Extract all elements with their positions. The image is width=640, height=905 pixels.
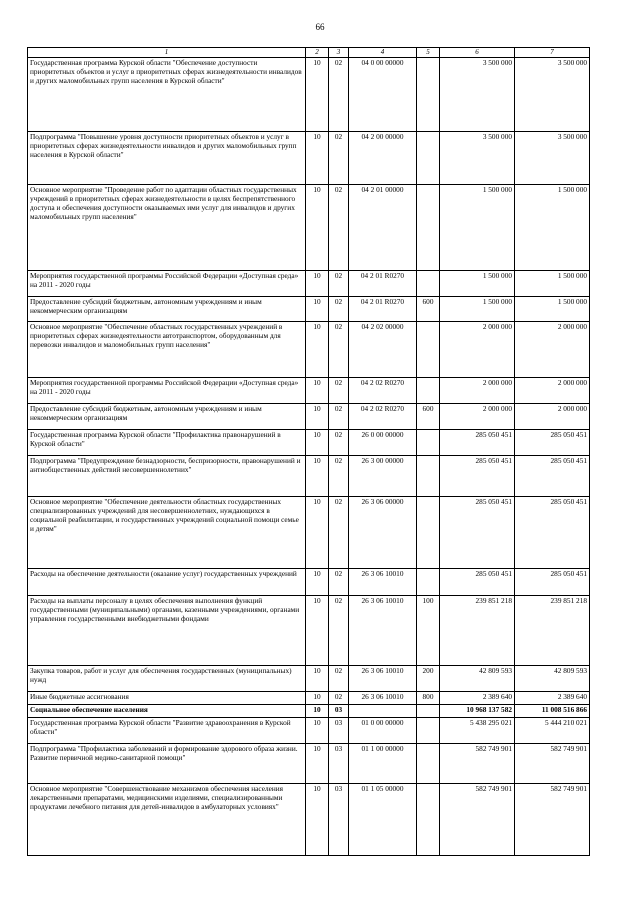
row-amount-year1: 10 968 137 582 bbox=[440, 705, 515, 718]
row-subsection: 03 bbox=[329, 744, 349, 784]
row-subsection: 02 bbox=[329, 297, 349, 322]
table-row bbox=[28, 456, 590, 497]
table-row bbox=[28, 185, 590, 271]
row-amount-year1: 1 500 000 bbox=[440, 185, 515, 271]
budget-table bbox=[27, 47, 590, 856]
row-target-article: 26 0 00 00000 bbox=[349, 430, 417, 456]
row-target-article: 04 2 02 R0270 bbox=[349, 404, 417, 430]
row-section: 10 bbox=[306, 322, 329, 378]
row-amount-year1: 1 500 000 bbox=[440, 271, 515, 297]
row-name: Государственная программа Курской области "Обеспечение доступности приоритетных объектов и услуг в приоритетных сферах жизнедеятельности инвалидов и других маломобильных групп населения в Курской области" bbox=[28, 58, 306, 132]
row-section: 10 bbox=[306, 705, 329, 718]
row-amount-year2: 582 749 901 bbox=[515, 784, 590, 856]
row-section: 10 bbox=[306, 132, 329, 185]
row-subsection: 02 bbox=[329, 596, 349, 666]
table-header-row bbox=[28, 48, 590, 58]
row-amount-year1: 2 389 640 bbox=[440, 692, 515, 705]
row-amount-year1: 285 050 451 bbox=[440, 456, 515, 497]
row-amount-year2: 2 000 000 bbox=[515, 378, 590, 404]
column-header: 7 bbox=[515, 48, 590, 58]
table-row bbox=[28, 718, 590, 744]
row-amount-year2: 239 851 218 bbox=[515, 596, 590, 666]
row-expense-type bbox=[417, 744, 440, 784]
row-target-article: 04 2 01 00000 bbox=[349, 185, 417, 271]
row-name: Основное мероприятие "Проведение работ по адаптации областных государственных учреждений в приоритетных сферах жизнедеятельности в целях беспрепятственного доступа и обеспечения доступности оказываемых ими услуг для инвалидов и других маломобильных групп населения" bbox=[28, 185, 306, 271]
row-amount-year2: 1 500 000 bbox=[515, 185, 590, 271]
table-row bbox=[28, 271, 590, 297]
row-amount-year2: 1 500 000 bbox=[515, 271, 590, 297]
table-row bbox=[28, 322, 590, 378]
table-row bbox=[28, 58, 590, 132]
row-subsection: 02 bbox=[329, 692, 349, 705]
row-section: 10 bbox=[306, 692, 329, 705]
row-section: 10 bbox=[306, 784, 329, 856]
row-subsection: 03 bbox=[329, 784, 349, 856]
row-expense-type bbox=[417, 569, 440, 596]
table-row bbox=[28, 784, 590, 856]
row-name: Основное мероприятие "Обеспечение деятельности областных государственных специализированных учреждений для несовершеннолетних, нуждающихся в социальной реабилитации, и государственных учреждений социальной помощи семье и детям" bbox=[28, 497, 306, 569]
row-amount-year1: 2 000 000 bbox=[440, 404, 515, 430]
row-name: Предоставление субсидий бюджетным, автономным учреждениям и иным некоммерческим организациям bbox=[28, 404, 306, 430]
row-subsection: 02 bbox=[329, 271, 349, 297]
row-amount-year2: 5 444 210 021 bbox=[515, 718, 590, 744]
row-subsection: 03 bbox=[329, 718, 349, 744]
row-amount-year1: 582 749 901 bbox=[440, 744, 515, 784]
row-amount-year2: 3 500 000 bbox=[515, 58, 590, 132]
row-subsection: 02 bbox=[329, 456, 349, 497]
row-section: 10 bbox=[306, 271, 329, 297]
row-subsection: 03 bbox=[329, 705, 349, 718]
column-header: 3 bbox=[329, 48, 349, 58]
row-amount-year2: 2 389 640 bbox=[515, 692, 590, 705]
row-name: Расходы на выплаты персоналу в целях обеспечения выполнения функций государственными (муниципальными) органами, казенными учреждениями, органами управления государственными внебюджетными фондами bbox=[28, 596, 306, 666]
row-target-article: 26 3 06 00000 bbox=[349, 497, 417, 569]
row-amount-year2: 42 809 593 bbox=[515, 666, 590, 692]
row-amount-year1: 1 500 000 bbox=[440, 297, 515, 322]
row-name: Государственная программа Курской области "Профилактика правонарушений в Курской области" bbox=[28, 430, 306, 456]
row-name: Иные бюджетные ассигнования bbox=[28, 692, 306, 705]
table-row bbox=[28, 497, 590, 569]
row-amount-year1: 5 438 295 021 bbox=[440, 718, 515, 744]
table-row bbox=[28, 569, 590, 596]
row-target-article: 26 3 06 10010 bbox=[349, 596, 417, 666]
row-expense-type bbox=[417, 322, 440, 378]
row-subsection: 02 bbox=[329, 58, 349, 132]
row-section: 10 bbox=[306, 497, 329, 569]
row-name: Социальное обеспечение населения bbox=[28, 705, 306, 718]
row-expense-type bbox=[417, 456, 440, 497]
row-amount-year2: 285 050 451 bbox=[515, 569, 590, 596]
row-expense-type bbox=[417, 132, 440, 185]
row-name: Основное мероприятие "Обеспечение областных государственных учреждений в приоритетных сферах жизнедеятельности автотранспортом, оборудованным для перевозки инвалидов и маломобильных групп населения" bbox=[28, 322, 306, 378]
row-target-article: 04 2 02 R0270 bbox=[349, 378, 417, 404]
row-expense-type bbox=[417, 497, 440, 569]
row-amount-year1: 285 050 451 bbox=[440, 430, 515, 456]
row-amount-year1: 239 851 218 bbox=[440, 596, 515, 666]
row-target-article: 26 3 06 10010 bbox=[349, 692, 417, 705]
row-section: 10 bbox=[306, 596, 329, 666]
row-section: 10 bbox=[306, 404, 329, 430]
row-name: Мероприятия государственной программы Российской Федерации «Доступная среда» на 2011 - 2020 годы bbox=[28, 271, 306, 297]
row-amount-year1: 42 809 593 bbox=[440, 666, 515, 692]
row-name: Подпрограмма "Повышение уровня доступности приоритетных объектов и услуг в приоритетных сферах жизнедеятельности инвалидов и других маломобильных групп населения в Курской области" bbox=[28, 132, 306, 185]
row-expense-type bbox=[417, 718, 440, 744]
row-target-article: 26 3 06 10010 bbox=[349, 569, 417, 596]
row-target-article: 04 2 02 00000 bbox=[349, 322, 417, 378]
row-amount-year2: 11 008 516 866 bbox=[515, 705, 590, 718]
row-expense-type: 200 bbox=[417, 666, 440, 692]
row-subsection: 02 bbox=[329, 497, 349, 569]
row-subsection: 02 bbox=[329, 666, 349, 692]
column-header: 5 bbox=[417, 48, 440, 58]
row-target-article: 01 1 00 00000 bbox=[349, 744, 417, 784]
column-header: 2 bbox=[306, 48, 329, 58]
table-row bbox=[28, 404, 590, 430]
table-row bbox=[28, 744, 590, 784]
row-subsection: 02 bbox=[329, 132, 349, 185]
row-section: 10 bbox=[306, 744, 329, 784]
row-target-article: 01 1 05 00000 bbox=[349, 784, 417, 856]
row-amount-year2: 2 000 000 bbox=[515, 322, 590, 378]
row-target-article: 01 0 00 00000 bbox=[349, 718, 417, 744]
table-row bbox=[28, 132, 590, 185]
row-section: 10 bbox=[306, 456, 329, 497]
row-expense-type bbox=[417, 185, 440, 271]
row-name: Подпрограмма "Профилактика заболеваний и формирование здорового образа жизни. Развитие первичной медико-санитарной помощи" bbox=[28, 744, 306, 784]
row-amount-year2: 285 050 451 bbox=[515, 430, 590, 456]
row-target-article: 04 2 01 R0270 bbox=[349, 271, 417, 297]
row-section: 10 bbox=[306, 58, 329, 132]
row-expense-type: 800 bbox=[417, 692, 440, 705]
row-section: 10 bbox=[306, 718, 329, 744]
page-number: 66 bbox=[315, 22, 325, 32]
row-amount-year2: 285 050 451 bbox=[515, 497, 590, 569]
row-expense-type: 600 bbox=[417, 404, 440, 430]
table-row bbox=[28, 596, 590, 666]
row-name: Мероприятия государственной программы Российской Федерации «Доступная среда» на 2011 - 2020 годы bbox=[28, 378, 306, 404]
column-header: 1 bbox=[28, 48, 306, 58]
row-section: 10 bbox=[306, 666, 329, 692]
table-row bbox=[28, 297, 590, 322]
row-amount-year2: 582 749 901 bbox=[515, 744, 590, 784]
row-expense-type bbox=[417, 784, 440, 856]
column-header: 4 bbox=[349, 48, 417, 58]
row-amount-year2: 2 000 000 bbox=[515, 404, 590, 430]
table-row bbox=[28, 666, 590, 692]
row-section: 10 bbox=[306, 569, 329, 596]
row-target-article: 04 2 00 00000 bbox=[349, 132, 417, 185]
row-amount-year1: 285 050 451 bbox=[440, 497, 515, 569]
column-header: 6 bbox=[440, 48, 515, 58]
row-amount-year1: 285 050 451 bbox=[440, 569, 515, 596]
row-expense-type: 600 bbox=[417, 297, 440, 322]
row-amount-year2: 285 050 451 bbox=[515, 456, 590, 497]
row-expense-type bbox=[417, 58, 440, 132]
row-amount-year1: 3 500 000 bbox=[440, 58, 515, 132]
row-expense-type bbox=[417, 705, 440, 718]
row-name: Основное мероприятие "Совершенствование механизмов обеспечения населения лекарственными препаратами, медицинскими изделиями, специализированными продуктами лечебного питания для детей-инвалидов в амбулаторных условиях" bbox=[28, 784, 306, 856]
table-row bbox=[28, 378, 590, 404]
row-target-article: 26 3 00 00000 bbox=[349, 456, 417, 497]
row-amount-year1: 582 749 901 bbox=[440, 784, 515, 856]
row-subsection: 02 bbox=[329, 430, 349, 456]
table-row bbox=[28, 705, 590, 718]
table-row bbox=[28, 430, 590, 456]
row-expense-type: 100 bbox=[417, 596, 440, 666]
row-section: 10 bbox=[306, 430, 329, 456]
row-expense-type bbox=[417, 271, 440, 297]
row-name: Подпрограмма "Предупреждение безнадзорности, беспризорности, правонарушений и антиобщественных действий несовершеннолетних" bbox=[28, 456, 306, 497]
row-target-article bbox=[349, 705, 417, 718]
row-section: 10 bbox=[306, 297, 329, 322]
row-expense-type bbox=[417, 378, 440, 404]
row-amount-year1: 3 500 000 bbox=[440, 132, 515, 185]
row-amount-year1: 2 000 000 bbox=[440, 322, 515, 378]
row-name: Расходы на обеспечение деятельности (оказание услуг) государственных учреждений bbox=[28, 569, 306, 596]
row-target-article: 26 3 06 10010 bbox=[349, 666, 417, 692]
row-target-article: 04 0 00 00000 bbox=[349, 58, 417, 132]
row-subsection: 02 bbox=[329, 569, 349, 596]
row-target-article: 04 2 01 R0270 bbox=[349, 297, 417, 322]
row-amount-year1: 2 000 000 bbox=[440, 378, 515, 404]
row-amount-year2: 1 500 000 bbox=[515, 297, 590, 322]
row-name: Государственная программа Курской области "Развитие здравоохранения в Курской области" bbox=[28, 718, 306, 744]
row-subsection: 02 bbox=[329, 404, 349, 430]
row-expense-type bbox=[417, 430, 440, 456]
row-amount-year2: 3 500 000 bbox=[515, 132, 590, 185]
row-subsection: 02 bbox=[329, 378, 349, 404]
table-row bbox=[28, 692, 590, 705]
row-name: Закупка товаров, работ и услуг для обеспечения государственных (муниципальных) нужд bbox=[28, 666, 306, 692]
row-section: 10 bbox=[306, 378, 329, 404]
row-section: 10 bbox=[306, 185, 329, 271]
row-subsection: 02 bbox=[329, 185, 349, 271]
row-subsection: 02 bbox=[329, 322, 349, 378]
row-name: Предоставление субсидий бюджетным, автономным учреждениям и иным некоммерческим организациям bbox=[28, 297, 306, 322]
